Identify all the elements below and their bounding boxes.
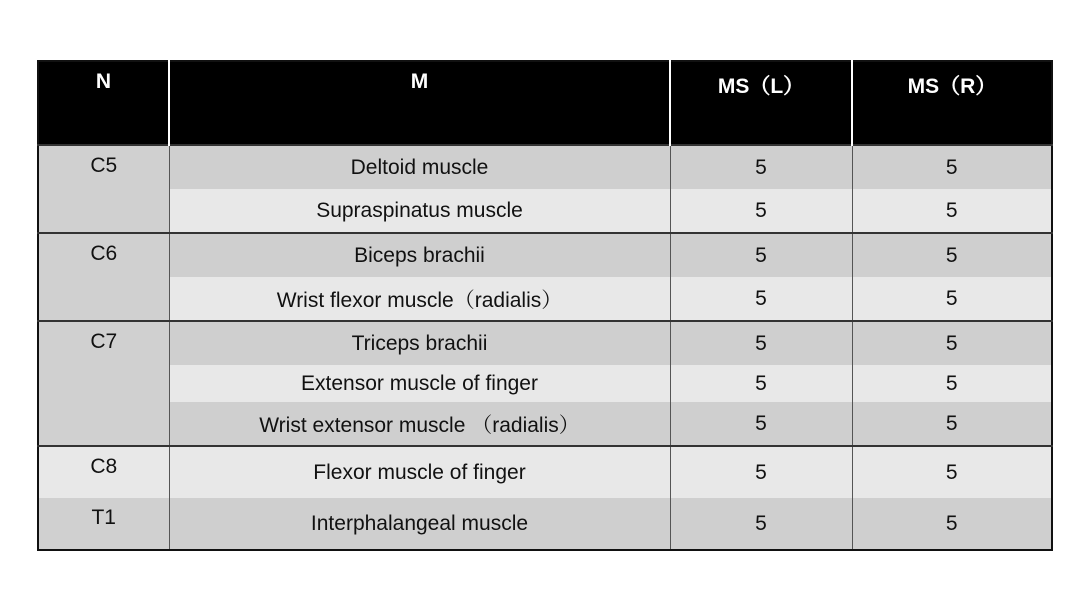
ms-left-cell: 5 [670,233,852,277]
header-ms-left: MS（L） [670,61,852,145]
table-row [38,277,1052,321]
nerve-cell: C7 [38,321,169,446]
ms-left-cell: 5 [670,277,852,321]
ms-right-cell: 5 [852,321,1052,365]
muscle-cell: Wrist flexor muscle（radialis） [169,277,670,321]
ms-left-cell: 5 [670,402,852,446]
ms-left-cell: 5 [670,498,852,550]
ms-left-cell: 5 [670,446,852,498]
muscle-cell: Biceps brachii [169,233,670,277]
ms-left-cell: 5 [670,189,852,233]
ms-left-cell: 5 [670,145,852,189]
table-row [38,145,1052,189]
ms-right-cell: 5 [852,277,1052,321]
muscle-cell: Supraspinatus muscle [169,189,670,233]
nerve-cell: C8 [38,446,169,498]
ms-left-cell: 5 [670,321,852,365]
muscle-cell: Deltoid muscle [169,145,670,189]
ms-right-cell: 5 [852,402,1052,446]
muscle-cell: Triceps brachii [169,321,670,365]
nerve-cell: C6 [38,233,169,321]
nerve-cell: T1 [38,498,169,550]
ms-right-cell: 5 [852,145,1052,189]
ms-right-cell: 5 [852,365,1052,402]
header-ms-right: MS（R） [852,61,1052,145]
ms-right-cell: 5 [852,189,1052,233]
table-row [38,189,1052,233]
ms-right-cell: 5 [852,498,1052,550]
table-row [38,498,1052,550]
nerve-cell: C5 [38,145,169,233]
table-row [38,233,1052,277]
table-row [38,365,1052,402]
ms-right-cell: 5 [852,233,1052,277]
header-nerve: N [38,61,169,145]
table-row [38,321,1052,365]
muscle-cell: Extensor muscle of finger [169,365,670,402]
header-row [38,61,1052,145]
table-row [38,402,1052,446]
header-muscle: M [169,61,670,145]
table-row [38,446,1052,498]
ms-left-cell: 5 [670,365,852,402]
muscle-strength-table [37,60,1053,551]
muscle-cell: Interphalangeal muscle [169,498,670,550]
ms-right-cell: 5 [852,446,1052,498]
muscle-cell: Wrist extensor muscle （radialis） [169,402,670,446]
muscle-cell: Flexor muscle of finger [169,446,670,498]
